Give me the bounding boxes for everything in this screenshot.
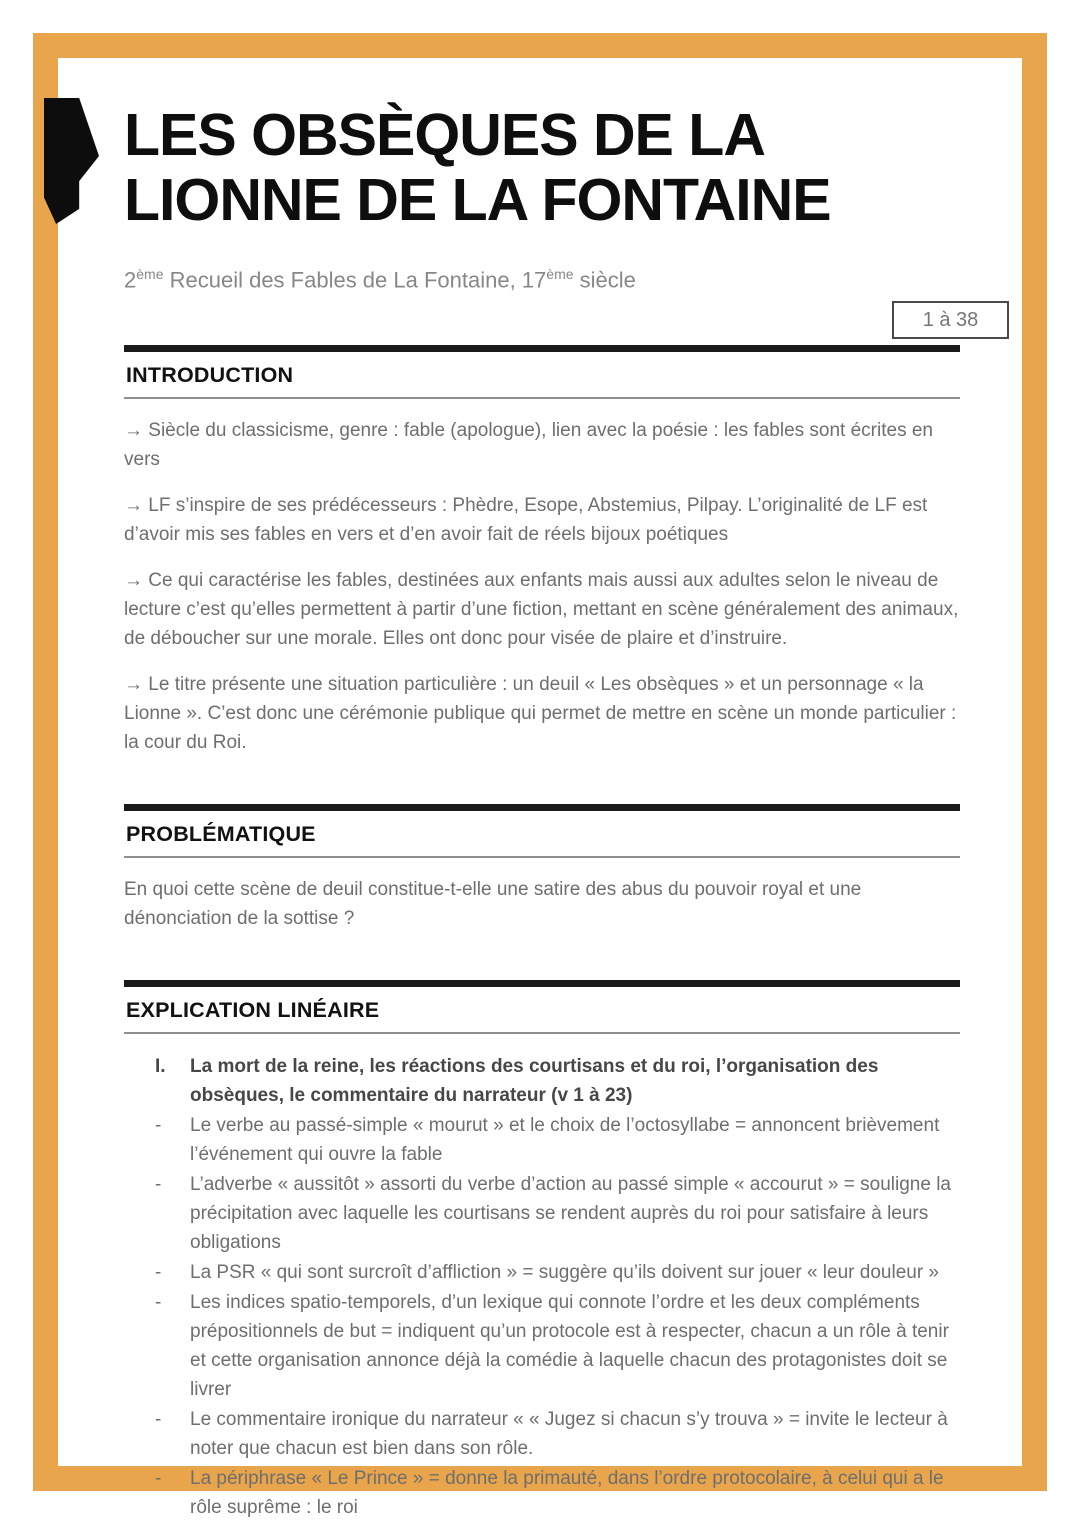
section-rule-bottom bbox=[124, 856, 960, 858]
verse-range-badge bbox=[892, 301, 1009, 339]
list-item-marker: - bbox=[155, 1115, 162, 1137]
list-item bbox=[124, 1258, 960, 1287]
section-rule-bottom bbox=[124, 1032, 960, 1034]
list-item bbox=[124, 1170, 960, 1257]
explication-list bbox=[124, 1052, 960, 1522]
list-item bbox=[124, 1052, 960, 1110]
intro-paragraph: → Le titre présente une situation particulière : un deuil « Les obsèques » et un personnage « la Lionne ». C’est donc une cérémonie publique qui permet de mettre en scène un monde particulier : la cour du Roi. bbox=[124, 674, 957, 754]
intro-paragraph: → Siècle du classicisme, genre : fable (apologue), lien avec la poésie : les fables sont écrites en vers bbox=[124, 420, 933, 471]
section-heading-problematique: PROBLÉMATIQUE bbox=[126, 822, 316, 847]
list-item-text: L’adverbe « aussitôt » assorti du verbe d’action au passé simple « accourut » = souligne la précipitation avec laquelle les courtisans se rendent auprès du roi pour satisfaire à leurs obligations bbox=[190, 1174, 951, 1254]
section-heading-explication: EXPLICATION LINÉAIRE bbox=[126, 998, 380, 1023]
page-title bbox=[124, 103, 960, 233]
section-rule-top bbox=[124, 980, 960, 987]
page-subtitle: 2ème Recueil des Fables de La Fontaine, 17ème siècle bbox=[124, 265, 636, 293]
list-item-marker: I. bbox=[155, 1056, 166, 1078]
section-explication-lineaire bbox=[124, 980, 960, 1522]
list-item-text: Les indices spatio-temporels, d’un lexique qui connote l’ordre et les deux compléments prépositionnels de but = indiquent qu’un protocole est à respecter, chacun a un rôle à tenir et cette organisation annonce déjà la comédie à laquelle chacun des protagonistes doit se livrer bbox=[190, 1292, 949, 1401]
list-item-marker: - bbox=[155, 1468, 162, 1490]
list-item bbox=[124, 1288, 960, 1404]
section-introduction bbox=[124, 345, 960, 757]
list-item-text: Le verbe au passé-simple « mourut » et le choix de l’octosyllabe = annoncent brièvement l’événement qui ouvre la fable bbox=[190, 1115, 940, 1166]
section-rule-top bbox=[124, 345, 960, 352]
section-rule-top bbox=[124, 804, 960, 811]
document-page bbox=[124, 58, 979, 1522]
list-item bbox=[124, 1405, 960, 1463]
list-item-text: La mort de la reine, les réactions des courtisans et du roi, l’organisation des obsèques, le commentaire du narrateur (v 1 à 23) bbox=[190, 1056, 879, 1107]
list-item-marker: - bbox=[155, 1409, 162, 1431]
list-item-text: Le commentaire ironique du narrateur « « Jugez si chacun s’y trouva » = invite le lecteur à noter que chacun est bien dans son rôle. bbox=[190, 1409, 948, 1460]
list-item-text: La périphrase « Le Prince » = donne la primauté, dans l’ordre protocolaire, à celui qui a le rôle suprême : le roi bbox=[190, 1468, 944, 1519]
intro-paragraph: → Ce qui caractérise les fables, destinées aux enfants mais aussi aux adultes selon le niveau de lecture c’est qu’elles permettent à partir d’une fiction, mettant en scène généralement des animaux, de déboucher sur une morale. Elles ont donc pour visée de plaire et d’instruire. bbox=[124, 570, 959, 650]
list-item bbox=[124, 1464, 960, 1522]
section-problematique bbox=[124, 804, 960, 933]
section-rule-bottom bbox=[124, 397, 960, 399]
list-item-marker: - bbox=[155, 1174, 162, 1196]
page-title-line2: LIONNE DE LA FONTAINE bbox=[124, 166, 831, 233]
page-title-line1: LES OBSÈQUES DE LA bbox=[124, 102, 765, 168]
list-item-marker: - bbox=[155, 1262, 162, 1284]
verse-range-label: 1 à 38 bbox=[922, 308, 979, 331]
list-item bbox=[124, 1111, 960, 1169]
section-heading-introduction: INTRODUCTION bbox=[126, 363, 294, 388]
intro-paragraph: → LF s’inspire de ses prédécesseurs : Phèdre, Esope, Abstemius, Pilpay. L’originalité de LF est d’avoir mis ses fables en vers et d’en avoir fait de réels bijoux poétiques bbox=[124, 495, 928, 546]
problematique-paragraph: En quoi cette scène de deuil constitue-t-elle une satire des abus du pouvoir royal et une dénonciation de la sottise ? bbox=[124, 879, 862, 930]
list-item-text: La PSR « qui sont surcroît d’affliction » = suggère qu’ils doivent sur jouer « leur douleur » bbox=[190, 1262, 939, 1284]
list-item-marker: - bbox=[155, 1292, 162, 1314]
